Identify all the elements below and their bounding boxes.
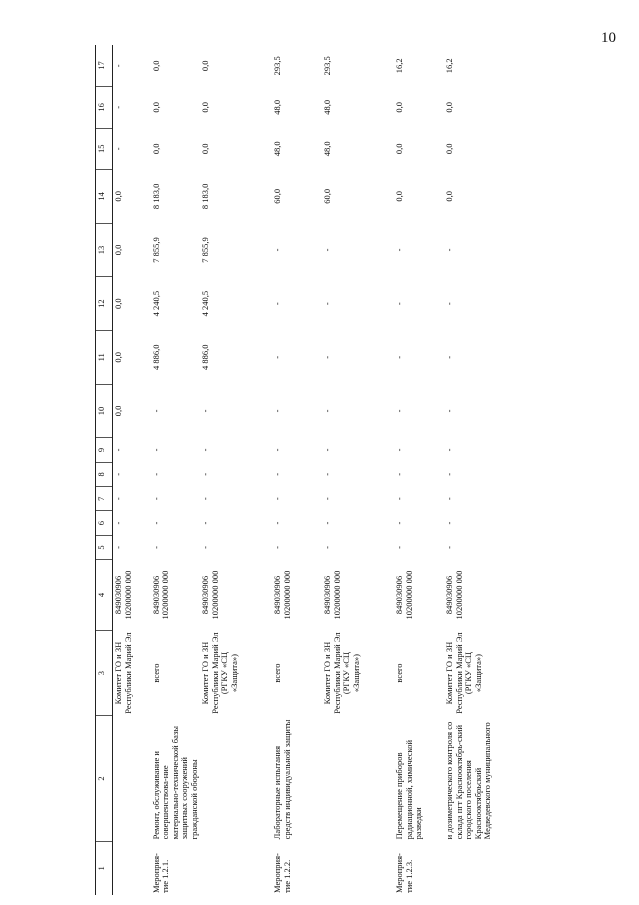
value-cell: 0,0 [113,244,123,256]
value-cell: - [394,248,405,252]
value-cell: - [394,355,405,359]
value-cell: - [322,355,333,359]
value-cell: 48,0 [272,141,283,157]
value-cell: 4 240,5 [200,290,211,317]
value-cell: - [272,302,283,306]
value-cell: 0,0 [150,102,161,113]
value-cell: 4 886,0 [150,344,161,371]
value-cell: 48,0 [272,99,283,115]
page-number: 10 [601,30,616,46]
value-cell: - [444,355,455,359]
value-cell: 293,5 [272,56,283,76]
activity-code [200,841,272,895]
value-cell: 0,0 [200,102,211,113]
value-cell: - [272,546,283,549]
budget-code-cell: 849030906 10200000 000 [150,570,171,620]
value-cell: - [272,409,283,413]
executor-cell: Комитет ГО и ЗН Республики Марий Эл (РГКУ «СЦ «Защита») [200,632,239,714]
value-cell: 293,5 [322,56,333,76]
activity-code [444,841,554,895]
column-header: 9 [96,438,113,462]
value-cell: - [150,472,161,476]
column-header: 3 [96,630,113,715]
value-cell: - [444,302,455,306]
activity-description [200,716,272,842]
value-cell: 0,0 [444,143,455,155]
value-cell: 60,0 [322,188,333,204]
value-cell: - [150,448,161,452]
value-cell: 0,0 [200,60,211,72]
table-row [322,45,394,895]
executor-cell: Комитет ГО и ЗН Республики Марий Эл [113,632,133,714]
value-cell: 0,0 [113,298,123,309]
value-cell: 16,2 [394,58,405,74]
table-row [151,45,201,895]
executor-cell: всего [394,663,405,683]
value-cell: - [113,472,123,476]
value-cell: 48,0 [322,99,333,115]
column-header: 13 [96,223,113,277]
value-cell: - [322,472,333,476]
activity-code: Мероприя-тие 1.2.1. [150,853,171,893]
activity-description [113,716,151,842]
value-cell: - [272,248,283,252]
column-header: 17 [96,45,113,87]
value-cell: 48,0 [322,141,333,157]
activity-code [113,841,151,895]
column-header: 5 [96,535,113,559]
value-cell: - [322,546,333,549]
value-cell: 0,0 [394,191,405,202]
value-cell: - [150,409,161,413]
budget-code-cell: 849030906 10200000 000 [322,570,342,620]
value-cell: - [444,409,455,413]
value-cell: 7 855,9 [150,237,161,263]
value-cell: - [272,448,283,452]
activity-description: и дозиметрического контроля со склада пгт Краснооктябрь-ский городского поселения Краснооктябрьский Медведевского муниципального [444,721,493,840]
column-header: 2 [96,716,113,842]
column-header: 6 [96,511,113,535]
value-cell: 4 886,0 [200,344,211,371]
value-cell: - [322,248,333,252]
value-cell: - [150,546,161,549]
value-cell: - [113,546,123,549]
budget-code-cell: 849030906 10200000 000 [200,570,220,620]
budget-code-cell: 849030906 10200000 000 [272,570,292,620]
value-cell: 0,0 [394,102,405,113]
table-row [113,45,151,895]
column-header: 8 [96,462,113,486]
value-cell: 16,2 [444,58,455,74]
value-cell: - [444,248,455,252]
activity-description: Перемещение приборов радиационной, химической разведки [394,739,424,840]
column-header: 14 [96,170,113,224]
value-cell: - [113,497,123,501]
value-cell: 60,0 [272,188,283,204]
value-cell: - [200,472,211,476]
activity-description: Лабораторные испытания средств индивидуальной защиты [272,719,292,840]
budget-code-cell: 849030906 10200000 000 [394,570,414,620]
value-cell: - [444,497,455,501]
value-cell: 0,0 [150,60,161,72]
value-cell: - [394,521,405,525]
value-cell: - [322,521,333,525]
budget-table [95,45,554,895]
executor-cell: Комитет ГО и ЗН Республики Марий Эл (РГКУ «СЦ «Защита») [322,632,361,714]
value-cell: - [444,472,455,476]
column-header: 4 [96,560,113,631]
value-cell: - [200,521,211,525]
value-cell: - [272,472,283,476]
value-cell: 0,0 [113,191,123,202]
activity-description [322,716,394,842]
table-row [394,45,444,895]
executor-cell: Комитет ГО и ЗН Республики Марий Эл (РГКУ «СЦ «Защита») [444,632,483,714]
column-header: 15 [96,128,113,169]
value-cell: - [394,302,405,306]
value-cell: 7 855,9 [200,237,211,263]
value-cell: - [322,302,333,306]
value-cell: - [113,147,123,151]
activity-code [322,841,394,895]
value-cell: - [272,497,283,501]
column-header: 1 [96,841,113,895]
value-cell: 0,0 [113,351,123,363]
value-cell: - [200,497,211,501]
value-cell: - [444,521,455,525]
value-cell: 0,0 [113,405,123,417]
budget-code-cell: 849030906 10200000 000 [444,570,464,620]
activity-description: Ремонт, обслуживание и совершенствова-ние материально-технической базы защитных сооружений гражданской обороны [150,726,199,840]
value-cell: - [150,521,161,525]
executor-cell: всего [150,663,161,683]
value-cell: 0,0 [444,191,455,202]
value-cell: 8 183,0 [150,183,161,210]
value-cell: - [394,448,405,452]
value-cell: - [272,355,283,359]
value-cell: - [113,64,123,68]
table-row [444,45,554,895]
value-cell: 0,0 [200,143,211,155]
value-cell: - [150,497,161,501]
value-cell: - [322,448,333,452]
value-cell: - [322,409,333,413]
value-cell: - [113,521,123,525]
value-cell: 0,0 [150,143,161,155]
value-cell: - [200,409,211,413]
table-row [272,45,322,895]
budget-code-cell: 849030906 10200000 000 [113,570,133,620]
value-cell: - [394,472,405,476]
value-cell: 0,0 [394,143,405,155]
column-header: 7 [96,487,113,511]
header-row [96,45,113,895]
column-header: 10 [96,384,113,438]
value-cell: - [394,497,405,501]
value-cell: - [394,546,405,549]
value-cell: - [200,546,211,549]
value-cell: - [113,105,123,109]
activity-code: Мероприя-тие 1.2.3. [394,853,414,893]
value-cell: - [444,448,455,452]
value-cell: - [322,497,333,501]
column-header: 12 [96,277,113,331]
value-cell: 0,0 [444,102,455,113]
column-header: 16 [96,87,113,128]
value-cell: 8 183,0 [200,183,211,210]
value-cell: 4 240,5 [150,290,161,317]
executor-cell: всего [272,663,283,683]
value-cell: - [444,546,455,549]
rotated-table-container [95,45,610,895]
table-row [200,45,272,895]
value-cell: - [200,448,211,452]
column-header: 11 [96,330,113,384]
value-cell: - [113,448,123,452]
activity-code: Мероприя-тие 1.2.2. [272,853,292,893]
value-cell: - [394,409,405,413]
value-cell: - [272,521,283,525]
